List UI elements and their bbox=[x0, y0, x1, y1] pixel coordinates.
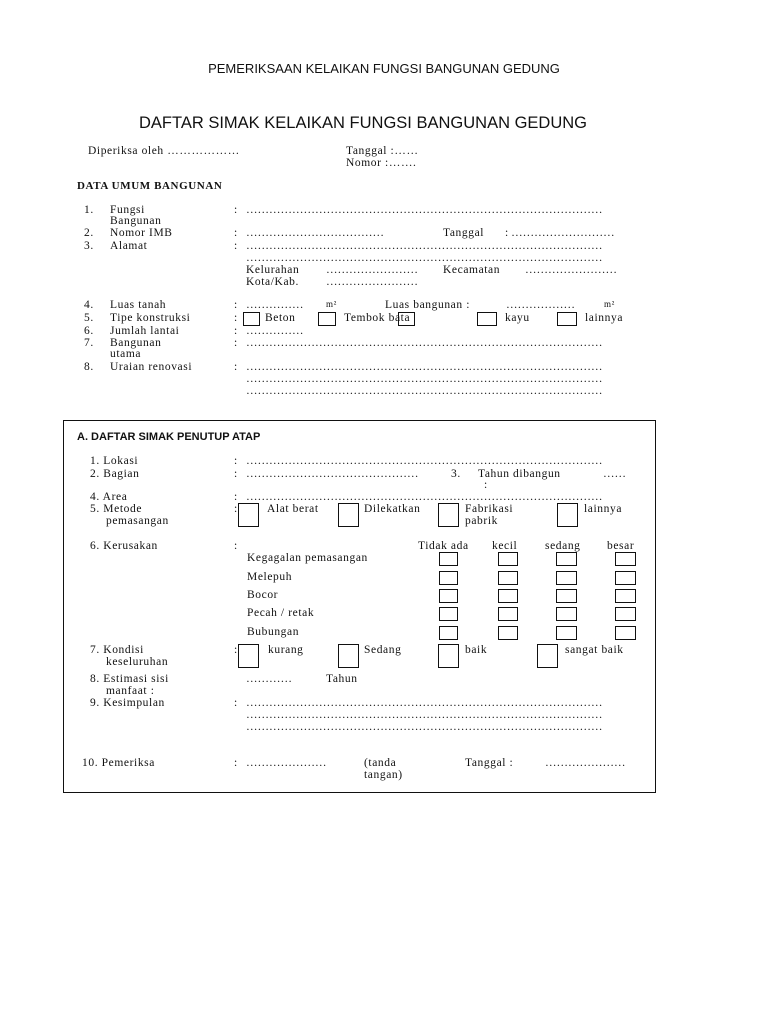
damage-checkbox[interactable] bbox=[439, 589, 458, 603]
header-sedang: sedang bbox=[545, 540, 581, 552]
damage-checkbox[interactable] bbox=[615, 589, 636, 603]
kelurahan-dots: …………………… bbox=[326, 264, 418, 276]
imb-dots: ……………………………… bbox=[246, 227, 384, 239]
unit-m2: m² bbox=[326, 299, 337, 309]
colon: : bbox=[234, 491, 238, 503]
pemeriksa-label: 10. Pemeriksa bbox=[82, 757, 155, 769]
alat-berat-checkbox[interactable] bbox=[238, 503, 259, 527]
damage-item-kegagalan: Kegagalan pemasangan bbox=[247, 552, 368, 564]
kecamatan-label: Kecamatan bbox=[443, 264, 501, 276]
bangunan-utama-dots: ………………………………………………………………………………… bbox=[246, 337, 603, 349]
pemasangan-label: pemasangan bbox=[106, 515, 169, 527]
tanggal-top: Tanggal :…… bbox=[346, 145, 419, 157]
baik-checkbox[interactable] bbox=[438, 644, 459, 668]
colon: : bbox=[234, 455, 238, 467]
damage-checkbox[interactable] bbox=[615, 607, 636, 621]
damage-checkbox[interactable] bbox=[556, 607, 577, 621]
tangan-label: tangan) bbox=[364, 769, 403, 781]
unit-m2: m² bbox=[604, 299, 615, 309]
damage-checkbox[interactable] bbox=[556, 626, 577, 640]
damage-checkbox[interactable] bbox=[498, 589, 518, 603]
kurang-label: kurang bbox=[268, 644, 304, 656]
colon: : bbox=[234, 503, 238, 515]
lokasi-dots: ………………………………………………………………………………… bbox=[246, 455, 603, 467]
fungsi-dots: ………………………………………………………………………………… bbox=[246, 204, 603, 216]
sedang-label: Sedang bbox=[364, 644, 402, 656]
colon: : bbox=[234, 312, 238, 324]
colon: : bbox=[234, 468, 238, 480]
kelurahan-label: Kelurahan bbox=[246, 264, 300, 276]
row-num: 5. bbox=[84, 312, 94, 324]
damage-item-pecah: Pecah / retak bbox=[247, 607, 315, 619]
renovasi-dots-1: ………………………………………………………………………………… bbox=[246, 361, 603, 373]
kecamatan-dots: …………………… bbox=[525, 264, 617, 276]
tanda-label: (tanda bbox=[364, 757, 397, 769]
lokasi-label: 1. Lokasi bbox=[90, 455, 139, 467]
pemeriksa-dots: ………………… bbox=[246, 757, 327, 769]
bangunan-label: Bangunan bbox=[110, 215, 162, 227]
kayu-checkbox[interactable] bbox=[477, 312, 497, 326]
header-tidak-ada: Tidak ada bbox=[418, 540, 469, 552]
bagian-dots: ……………………………………… bbox=[246, 468, 419, 480]
header-besar: besar bbox=[607, 540, 635, 552]
tanggal-bottom-dots: ………………… bbox=[545, 757, 626, 769]
luas-tanah-label: Luas tanah bbox=[110, 299, 167, 311]
kurang-checkbox[interactable] bbox=[238, 644, 259, 668]
nomor-top: Nomor :……. bbox=[346, 157, 417, 169]
colon: : bbox=[234, 337, 238, 349]
colon: : bbox=[234, 227, 238, 239]
renovasi-dots-2: ………………………………………………………………………………… bbox=[246, 373, 603, 385]
damage-item-melepuh: Melepuh bbox=[247, 571, 293, 583]
diperiksa-oleh: Diperiksa oleh ……………… bbox=[88, 145, 240, 157]
tahun-dots: …… bbox=[603, 468, 626, 480]
damage-checkbox[interactable] bbox=[439, 552, 458, 566]
estimasi-dots: ………… bbox=[246, 673, 292, 685]
header-kecil: kecil bbox=[492, 540, 518, 552]
kerusakan-label: 6. Kerusakan bbox=[90, 540, 158, 552]
luas-bangunan-dots: ……………… bbox=[506, 299, 575, 311]
lainnya-label: lainnya bbox=[585, 312, 624, 324]
page-header: PEMERIKSAAN KELAIKAN FUNGSI BANGUNAN GEDUNG bbox=[208, 61, 560, 76]
damage-checkbox[interactable] bbox=[556, 589, 577, 603]
beton-checkbox[interactable] bbox=[243, 312, 260, 326]
alat-berat-label: Alat berat bbox=[267, 503, 319, 515]
fungsi-label: Fungsi bbox=[110, 204, 145, 216]
damage-checkbox[interactable] bbox=[498, 571, 518, 585]
damage-checkbox[interactable] bbox=[556, 552, 577, 566]
kota-label: Kota/Kab. bbox=[246, 276, 299, 288]
row-num: 4. bbox=[84, 299, 94, 311]
fabrikasi-label: Fabrikasi bbox=[465, 503, 514, 515]
tahun-dibangun-label: Tahun dibangun bbox=[478, 468, 561, 480]
kesimpulan-dots-2: ………………………………………………………………………………… bbox=[246, 709, 603, 721]
luas-bangunan-label: Luas bangunan : bbox=[385, 299, 471, 311]
tanggal-bottom-label: Tanggal : bbox=[465, 757, 514, 769]
sedang-checkbox[interactable] bbox=[338, 644, 359, 668]
data-umum-heading: DATA UMUM BANGUNAN bbox=[77, 180, 223, 192]
row-num: 7. bbox=[84, 337, 94, 349]
page-title: DAFTAR SIMAK KELAIKAN FUNGSI BANGUNAN GEDUNG bbox=[138, 114, 587, 132]
metode-label: 5. Metode bbox=[90, 503, 143, 515]
damage-checkbox[interactable] bbox=[439, 607, 458, 621]
tembok-bata-checkbox-2[interactable] bbox=[398, 312, 415, 326]
damage-checkbox[interactable] bbox=[498, 607, 518, 621]
damage-checkbox[interactable] bbox=[615, 571, 636, 585]
damage-checkbox[interactable] bbox=[439, 571, 458, 585]
colon: : bbox=[234, 325, 238, 337]
jumlah-lantai-dots: …………… bbox=[246, 325, 304, 337]
row-num: 3. bbox=[84, 240, 94, 252]
pabrik-label: pabrik bbox=[465, 515, 498, 527]
uraian-renovasi-label: Uraian renovasi bbox=[110, 361, 193, 373]
tanggal-imb-label: Tanggal bbox=[443, 227, 485, 239]
kesimpulan-label: 9. Kesimpulan bbox=[90, 697, 165, 709]
row-num: 2. bbox=[84, 227, 94, 239]
jumlah-lantai-label: Jumlah lantai bbox=[110, 325, 180, 337]
area-label: 4. Area bbox=[90, 491, 128, 503]
alamat-label: Alamat bbox=[110, 240, 148, 252]
damage-item-bocor: Bocor bbox=[247, 589, 279, 601]
manfaat-label: manfaat : bbox=[106, 685, 155, 697]
colon: : bbox=[234, 240, 238, 252]
colon: : bbox=[234, 644, 238, 656]
nomor-imb-label: Nomor IMB bbox=[110, 227, 173, 239]
tembok-bata-label: Tembok bata bbox=[344, 312, 411, 324]
tahun-num: 3. bbox=[451, 468, 461, 480]
row-num: 1. bbox=[84, 204, 94, 216]
lainnya-metode-label: lainnya bbox=[584, 503, 623, 515]
renovasi-dots-3: ………………………………………………………………………………… bbox=[246, 385, 603, 397]
tahun-colon: : bbox=[484, 479, 488, 491]
damage-checkbox[interactable] bbox=[615, 626, 636, 640]
sangat-baik-checkbox[interactable] bbox=[537, 644, 558, 668]
kota-dots: …………………… bbox=[326, 276, 418, 288]
tembok-bata-checkbox[interactable] bbox=[318, 312, 336, 326]
kondisi-label: 7. Kondisi bbox=[90, 644, 144, 656]
row-num: 8. bbox=[84, 361, 94, 373]
damage-item-bubungan: Bubungan bbox=[247, 626, 300, 638]
utama-label: utama bbox=[110, 348, 142, 360]
estimasi-label: 8. Estimasi sisi bbox=[90, 673, 169, 685]
colon: : bbox=[234, 697, 238, 709]
lainnya-metode-checkbox[interactable] bbox=[557, 503, 578, 527]
luas-tanah-dots: …………… bbox=[246, 299, 304, 311]
keseluruhan-label: keseluruhan bbox=[106, 656, 169, 668]
sangat-baik-label: sangat baik bbox=[565, 644, 624, 656]
tanggal-imb-dots: : ……………………… bbox=[505, 227, 615, 239]
colon: : bbox=[234, 204, 238, 216]
alamat-dots-2: ………………………………………………………………………………… bbox=[246, 252, 603, 264]
beton-label: Beton bbox=[265, 312, 296, 324]
tipe-konstruksi-label: Tipe konstruksi bbox=[110, 312, 191, 324]
colon: : bbox=[234, 540, 238, 552]
lainnya-checkbox[interactable] bbox=[557, 312, 577, 326]
colon: : bbox=[234, 757, 238, 769]
dilekatkan-label: Dilekatkan bbox=[364, 503, 421, 515]
damage-checkbox[interactable] bbox=[498, 552, 518, 566]
fabrikasi-checkbox[interactable] bbox=[438, 503, 459, 527]
baik-label: baik bbox=[465, 644, 488, 656]
alamat-dots-1: ………………………………………………………………………………… bbox=[246, 240, 603, 252]
kesimpulan-dots-3: ………………………………………………………………………………… bbox=[246, 721, 603, 733]
kesimpulan-dots-1: ………………………………………………………………………………… bbox=[246, 697, 603, 709]
damage-checkbox[interactable] bbox=[615, 552, 636, 566]
kayu-label: kayu bbox=[505, 312, 530, 324]
bagian-label: 2. Bagian bbox=[90, 468, 140, 480]
row-num: 6. bbox=[84, 325, 94, 337]
dilekatkan-checkbox[interactable] bbox=[338, 503, 359, 527]
tahun-label: Tahun bbox=[326, 673, 358, 685]
colon: : bbox=[234, 299, 238, 311]
damage-checkbox[interactable] bbox=[439, 626, 458, 640]
colon: : bbox=[234, 361, 238, 373]
area-dots: ………………………………………………………………………………… bbox=[246, 491, 603, 503]
section-a-heading: A. DAFTAR SIMAK PENUTUP ATAP bbox=[77, 431, 261, 443]
bangunan-utama-label: Bangunan bbox=[110, 337, 162, 349]
damage-checkbox[interactable] bbox=[556, 571, 577, 585]
damage-checkbox[interactable] bbox=[498, 626, 518, 640]
